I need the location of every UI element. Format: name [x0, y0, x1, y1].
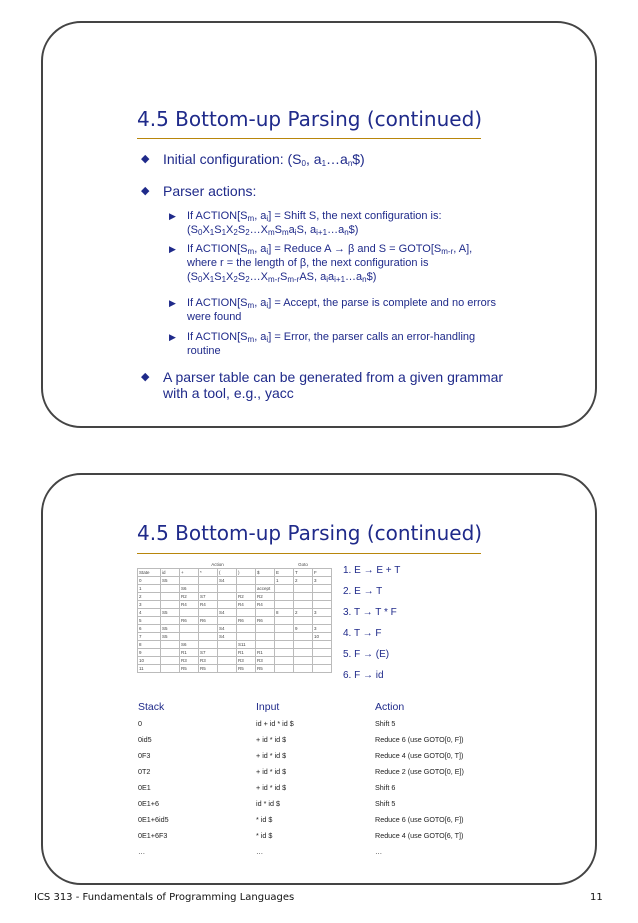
- table-cell: [256, 577, 275, 585]
- table-cell: [161, 665, 180, 673]
- trace-stack: 0E1+6F3: [138, 831, 168, 840]
- goto-group-header: Goto: [298, 562, 308, 567]
- table-cell: 3: [138, 601, 161, 609]
- bullet-parser-actions: ◆ Parser actions:: [141, 183, 257, 199]
- slide-title: 4.5 Bottom-up Parsing (continued): [137, 521, 483, 545]
- list-item: [138, 783, 558, 799]
- trace-action: Reduce 2 (use GOTO[0, E]): [375, 767, 464, 776]
- table-cell: [237, 633, 256, 641]
- table-row: [138, 641, 332, 649]
- table-cell: R1: [256, 649, 275, 657]
- table-cell: S11: [237, 641, 256, 649]
- slide-2: [41, 473, 597, 885]
- sub-bullet-error: ▶ If $ACTION[S_m$, $a_i$] = Error, the parser calls an error-handling routine: [169, 331, 476, 357]
- arrow-bullet-icon: ▶: [169, 298, 176, 308]
- table-cell: [313, 593, 332, 601]
- table-cell: [180, 633, 199, 641]
- trace-input: id + id * id $: [256, 719, 294, 728]
- trace-input: + id * id $: [256, 783, 287, 792]
- table-cell: [256, 609, 275, 617]
- trace-action: Shift 6: [375, 783, 396, 792]
- list-item: [138, 831, 558, 847]
- table-cell: [161, 649, 180, 657]
- table-cell: R3: [237, 657, 256, 665]
- table-cell: [256, 633, 275, 641]
- trace-input: …: [256, 847, 264, 856]
- table-cell: 1: [275, 577, 294, 585]
- table-cell: [218, 657, 237, 665]
- table-cell: [237, 625, 256, 633]
- parse-trace: [138, 719, 558, 863]
- slide-1: [41, 21, 597, 428]
- column-header: T: [294, 569, 313, 577]
- list-item: [138, 735, 558, 751]
- table-cell: 4: [138, 609, 161, 617]
- trace-stack: 0E1+6: [138, 799, 159, 808]
- table-cell: 5: [138, 617, 161, 625]
- table-cell: R3: [180, 657, 199, 665]
- table-cell: [275, 633, 294, 641]
- table-cell: [161, 617, 180, 625]
- table-cell: [313, 641, 332, 649]
- column-header: E: [275, 569, 294, 577]
- table-row: [138, 657, 332, 665]
- table-cell: accept: [256, 585, 275, 593]
- title-underline: [137, 553, 481, 554]
- table-cell: [313, 585, 332, 593]
- table-row: [138, 585, 332, 593]
- table-cell: [256, 641, 275, 649]
- table-cell: [199, 577, 218, 585]
- list-item: [138, 847, 558, 863]
- trace-input: * id $: [256, 831, 273, 840]
- table-cell: R4: [256, 601, 275, 609]
- table-row: [138, 617, 332, 625]
- trace-stack: 0: [138, 719, 142, 728]
- diamond-bullet-icon: ◆: [141, 185, 150, 197]
- table-cell: [161, 657, 180, 665]
- table-cell: [199, 633, 218, 641]
- table-cell: R4: [237, 601, 256, 609]
- trace-action: Shift 5: [375, 799, 396, 808]
- table-cell: [275, 657, 294, 665]
- table-cell: 10: [313, 633, 332, 641]
- table-cell: [313, 649, 332, 657]
- table-row: [138, 593, 332, 601]
- stack-header: Stack: [138, 701, 165, 713]
- table-cell: [199, 609, 218, 617]
- parse-table-header-row: [138, 569, 332, 577]
- column-header: State: [138, 569, 161, 577]
- table-cell: [275, 665, 294, 673]
- table-row: [138, 577, 332, 585]
- table-cell: [180, 577, 199, 585]
- table-row: [138, 601, 332, 609]
- table-cell: [218, 601, 237, 609]
- trace-input: * id $: [256, 815, 273, 824]
- table-cell: R1: [237, 649, 256, 657]
- table-cell: [199, 641, 218, 649]
- table-cell: [218, 617, 237, 625]
- table-cell: S5: [161, 577, 180, 585]
- grammar-rule: 2. E → T: [343, 586, 383, 597]
- table-cell: [199, 625, 218, 633]
- trace-input: id * id $: [256, 799, 280, 808]
- column-header: +: [180, 569, 199, 577]
- diamond-bullet-icon: ◆: [141, 371, 150, 383]
- table-cell: [294, 585, 313, 593]
- table-cell: R2: [256, 593, 275, 601]
- parse-table-body: [138, 561, 332, 673]
- table-cell: [161, 601, 180, 609]
- bullet-parser-table: ◆ A parser table can be generated from a given grammar with a tool, e.g., yacc: [141, 369, 504, 401]
- table-cell: 10: [138, 657, 161, 665]
- grammar-rule: 1. E → E + T: [343, 565, 401, 576]
- table-row: [138, 633, 332, 641]
- table-cell: [161, 593, 180, 601]
- table-cell: R6: [199, 617, 218, 625]
- footer-course: ICS 313 - Fundamentals of Programming Languages: [34, 892, 295, 903]
- table-cell: R5: [256, 665, 275, 673]
- table-row: [138, 625, 332, 633]
- trace-action: Reduce 4 (use GOTO[0, T]): [375, 751, 464, 760]
- action-header: Action: [375, 701, 405, 713]
- list-item: [138, 751, 558, 767]
- table-cell: S6: [180, 585, 199, 593]
- table-cell: [275, 649, 294, 657]
- trace-stack: 0E1+6id5: [138, 815, 169, 824]
- table-cell: [218, 649, 237, 657]
- trace-input: + id * id $: [256, 751, 287, 760]
- table-cell: [294, 601, 313, 609]
- table-cell: 8: [138, 641, 161, 649]
- list-item: [138, 767, 558, 783]
- trace-input: + id * id $: [256, 735, 287, 744]
- table-cell: 6: [138, 625, 161, 633]
- table-cell: [294, 641, 313, 649]
- table-cell: [313, 601, 332, 609]
- title-underline: [137, 138, 481, 139]
- table-cell: [275, 617, 294, 625]
- table-cell: R6: [237, 617, 256, 625]
- table-cell: [294, 617, 313, 625]
- table-cell: [199, 585, 218, 593]
- parse-table-group-row: [138, 561, 332, 569]
- grammar-rule: 6. F → id: [343, 670, 384, 681]
- table-cell: [275, 625, 294, 633]
- table-cell: 8: [275, 609, 294, 617]
- table-cell: [180, 609, 199, 617]
- grammar-rule: 5. F → (E): [343, 649, 390, 660]
- table-cell: S5: [161, 609, 180, 617]
- table-cell: 11: [138, 665, 161, 673]
- table-cell: [275, 641, 294, 649]
- table-cell: S7: [199, 593, 218, 601]
- table-cell: R5: [237, 665, 256, 673]
- table-cell: R3: [256, 657, 275, 665]
- page-number: 11: [590, 892, 603, 903]
- table-row: [138, 665, 332, 673]
- trace-stack: 0F3: [138, 751, 151, 760]
- table-cell: R3: [199, 657, 218, 665]
- table-cell: S4: [218, 577, 237, 585]
- sub-bullet-shift: ▶ If $ACTION[S_m$, $a_i$] = Shift S, the next configuration is: ($S_0X_1S_1X_2S_2\dots X_mS_ma_iS$, $a_{i+1}\dots a_n\$$): [169, 210, 442, 237]
- table-cell: [161, 641, 180, 649]
- table-cell: 3: [313, 609, 332, 617]
- table-cell: [237, 585, 256, 593]
- table-cell: S6: [180, 641, 199, 649]
- column-header: ): [237, 569, 256, 577]
- table-cell: 0: [138, 577, 161, 585]
- trace-input: + id * id $: [256, 767, 287, 776]
- table-cell: R5: [199, 665, 218, 673]
- table-cell: [237, 609, 256, 617]
- table-cell: S5: [161, 625, 180, 633]
- trace-action: Reduce 4 (use GOTO[6, T]): [375, 831, 464, 840]
- table-cell: S4: [218, 609, 237, 617]
- trace-action: Shift 5: [375, 719, 396, 728]
- table-cell: [294, 665, 313, 673]
- table-cell: [218, 593, 237, 601]
- table-cell: S4: [218, 625, 237, 633]
- bullet-initial-config: ◆ Initial configuration: ($S_0$, $a_1\dots a_n\$$): [141, 151, 365, 168]
- table-cell: 3: [313, 577, 332, 585]
- list-item: [138, 815, 558, 831]
- table-cell: [313, 657, 332, 665]
- table-cell: 9: [138, 649, 161, 657]
- column-header: id: [161, 569, 180, 577]
- table-cell: R6: [180, 617, 199, 625]
- diamond-bullet-icon: ◆: [141, 153, 150, 165]
- table-cell: [161, 585, 180, 593]
- trace-stack: …: [138, 847, 146, 856]
- table-row: [138, 649, 332, 657]
- table-cell: S7: [199, 649, 218, 657]
- trace-stack: 0E1: [138, 783, 151, 792]
- arrow-bullet-icon: ▶: [169, 332, 176, 342]
- grammar-rule: 3. T → T * F: [343, 607, 397, 618]
- table-cell: [275, 601, 294, 609]
- table-cell: R6: [256, 617, 275, 625]
- list-item: [138, 719, 558, 735]
- table-cell: 2: [138, 593, 161, 601]
- table-cell: R4: [180, 601, 199, 609]
- table-cell: 7: [138, 633, 161, 641]
- table-cell: R2: [180, 593, 199, 601]
- table-cell: R1: [180, 649, 199, 657]
- grammar-rules: [343, 565, 400, 691]
- grammar-rule: 4. T → F: [343, 628, 382, 639]
- table-cell: 3: [313, 625, 332, 633]
- table-cell: [218, 665, 237, 673]
- trace-stack: 0id5: [138, 735, 152, 744]
- trace-stack: 0T2: [138, 767, 151, 776]
- column-header: (: [218, 569, 237, 577]
- sub-bullet-reduce: ▶ If $ACTION[S_m$, $a_i$] = Reduce A → β and $S = GOTO[S_{m-r}$, A], where r = the length of β, the next configuration is ($S_0X_1S_1X_2S_2\dots X_{m-r}S_{m-r}AS$, $a_ia_{i+1}\dots a_n\$$): [169, 243, 473, 284]
- table-cell: 9: [294, 625, 313, 633]
- arrow-bullet-icon: ▶: [169, 244, 176, 254]
- table-row: [138, 609, 332, 617]
- column-header: $: [256, 569, 275, 577]
- table-cell: R5: [180, 665, 199, 673]
- parse-table: [137, 561, 332, 673]
- table-cell: [218, 641, 237, 649]
- action-group-header: Action: [211, 562, 224, 567]
- arrow-bullet-icon: ▶: [169, 211, 176, 221]
- table-cell: R2: [237, 593, 256, 601]
- table-cell: [180, 625, 199, 633]
- table-cell: [237, 577, 256, 585]
- table-cell: S5: [161, 633, 180, 641]
- table-cell: S4: [218, 633, 237, 641]
- table-cell: [275, 593, 294, 601]
- table-cell: R4: [199, 601, 218, 609]
- table-cell: [313, 617, 332, 625]
- trace-action: Reduce 6 (use GOTO[6, F]): [375, 815, 464, 824]
- table-cell: [294, 593, 313, 601]
- table-cell: [294, 633, 313, 641]
- slide-title: 4.5 Bottom-up Parsing (continued): [137, 107, 483, 131]
- table-cell: [275, 585, 294, 593]
- table-cell: 1: [138, 585, 161, 593]
- input-header: Input: [256, 701, 280, 713]
- table-cell: 2: [294, 609, 313, 617]
- column-header: *: [199, 569, 218, 577]
- table-cell: [313, 665, 332, 673]
- list-item: [138, 799, 558, 815]
- table-cell: [294, 657, 313, 665]
- table-cell: [294, 649, 313, 657]
- column-header: F: [313, 569, 332, 577]
- table-cell: 2: [294, 577, 313, 585]
- table-cell: [256, 625, 275, 633]
- sub-bullet-accept: ▶ If $ACTION[S_m$, $a_i$] = Accept, the parse is complete and no errors were found: [169, 297, 496, 323]
- table-cell: [218, 585, 237, 593]
- trace-action: …: [375, 847, 383, 856]
- trace-action: Reduce 6 (use GOTO[0, F]): [375, 735, 464, 744]
